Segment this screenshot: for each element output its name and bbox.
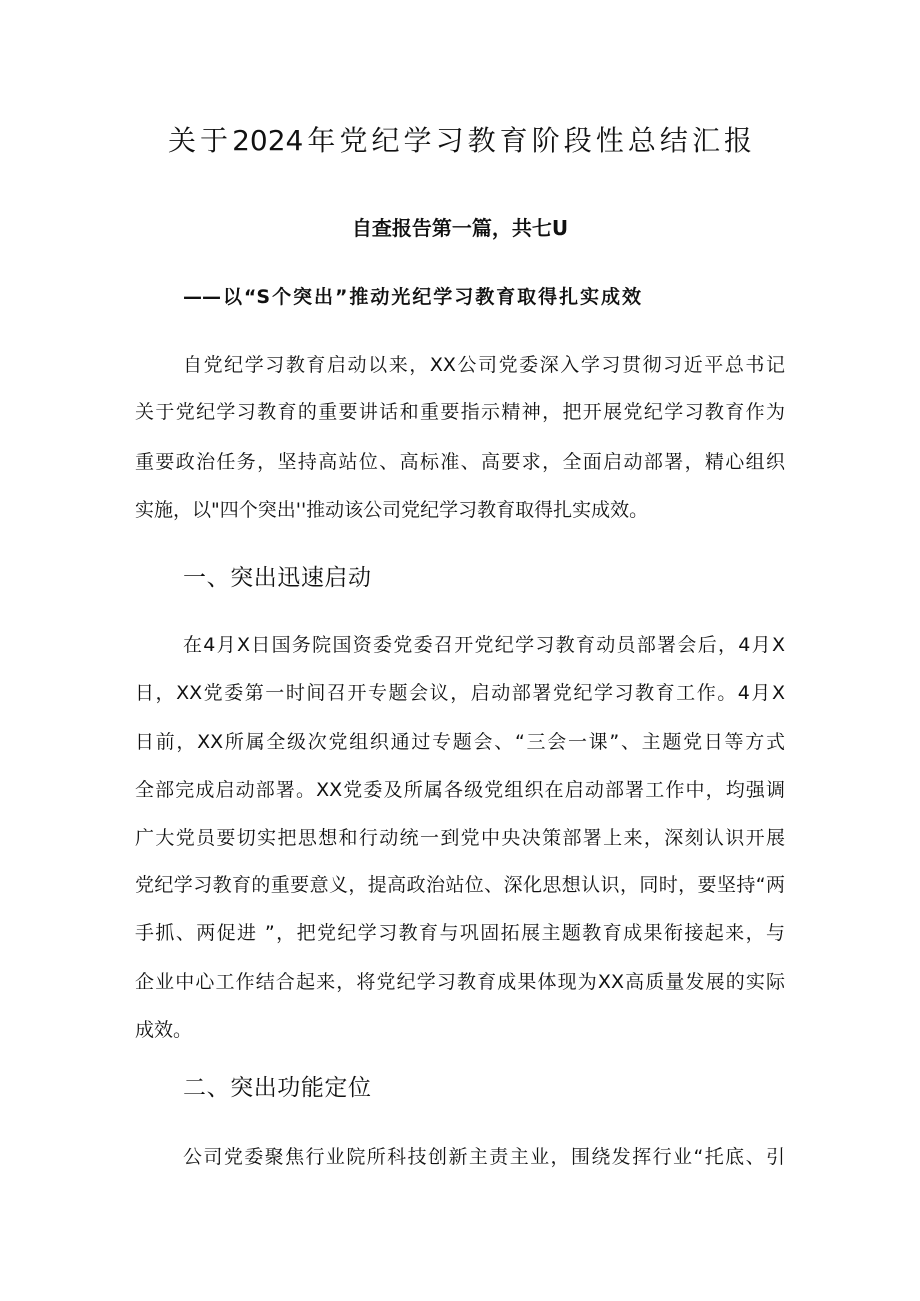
paragraph-line: 日前，XX所属全级次党组织通过专题会、“三会一课”、主题党日等方式 — [135, 731, 785, 753]
paragraph-line: 广大党员要切实把思想和行动统一到党中央决策部署上来，深刻认识开展 — [135, 827, 785, 849]
document-subheading: ——以“S个突出”推动光纪学习教育取得扎实成效 — [183, 286, 641, 308]
paragraph-line: 成效。 — [135, 1019, 193, 1041]
paragraph-line: 全部完成启动部署。XX党委及所属各级党组织在启动部署工作中，均强调 — [135, 779, 785, 801]
document-title: 关于2024年党纪学习教育阶段性总结汇报 — [168, 124, 752, 157]
paragraph-line: 实施，以"四个突出''推动该公司党纪学习教育取得扎实成效。 — [135, 499, 649, 521]
section-heading-2: 二、突出功能定位 — [183, 1075, 371, 1101]
paragraph-line: 党纪学习教育的重要意义，提高政治站位、深化思想认识，同时，要坚持“两 — [135, 874, 785, 896]
paragraph-line: 重要政治任务，坚持高站位、高标准、高要求，全面启动部署，精心组织 — [135, 451, 785, 473]
paragraph-line: 公司党委聚焦行业院所科技创新主责主业，围绕发挥行业“托底、引 — [183, 1146, 785, 1168]
section-heading-1: 一、突出迅速启动 — [183, 565, 371, 591]
paragraph-line: 手抓、两促进 ”，把党纪学习教育与巩固拓展主题教育成果衔接起来，与 — [135, 922, 785, 944]
paragraph-line: 关于党纪学习教育的重要讲话和重要指示精神，把开展党纪学习教育作为 — [135, 401, 785, 423]
paragraph-line: 在4月X日国务院国资委党委召开党纪学习教育动员部署会后，4月X — [183, 634, 785, 656]
document-subtitle: 自查报告第一篇，共七U — [351, 216, 569, 240]
paragraph-line: 日，XX党委第一时间召开专题会议，启动部署党纪学习教育工作。4月X — [135, 682, 785, 704]
paragraph-line: 企业中心工作结合起来，将党纪学习教育成果体现为XX高质量发展的实际 — [135, 971, 785, 993]
paragraph-line: 自党纪学习教育启动以来，XX公司党委深入学习贯彻习近平总书记 — [183, 354, 785, 376]
